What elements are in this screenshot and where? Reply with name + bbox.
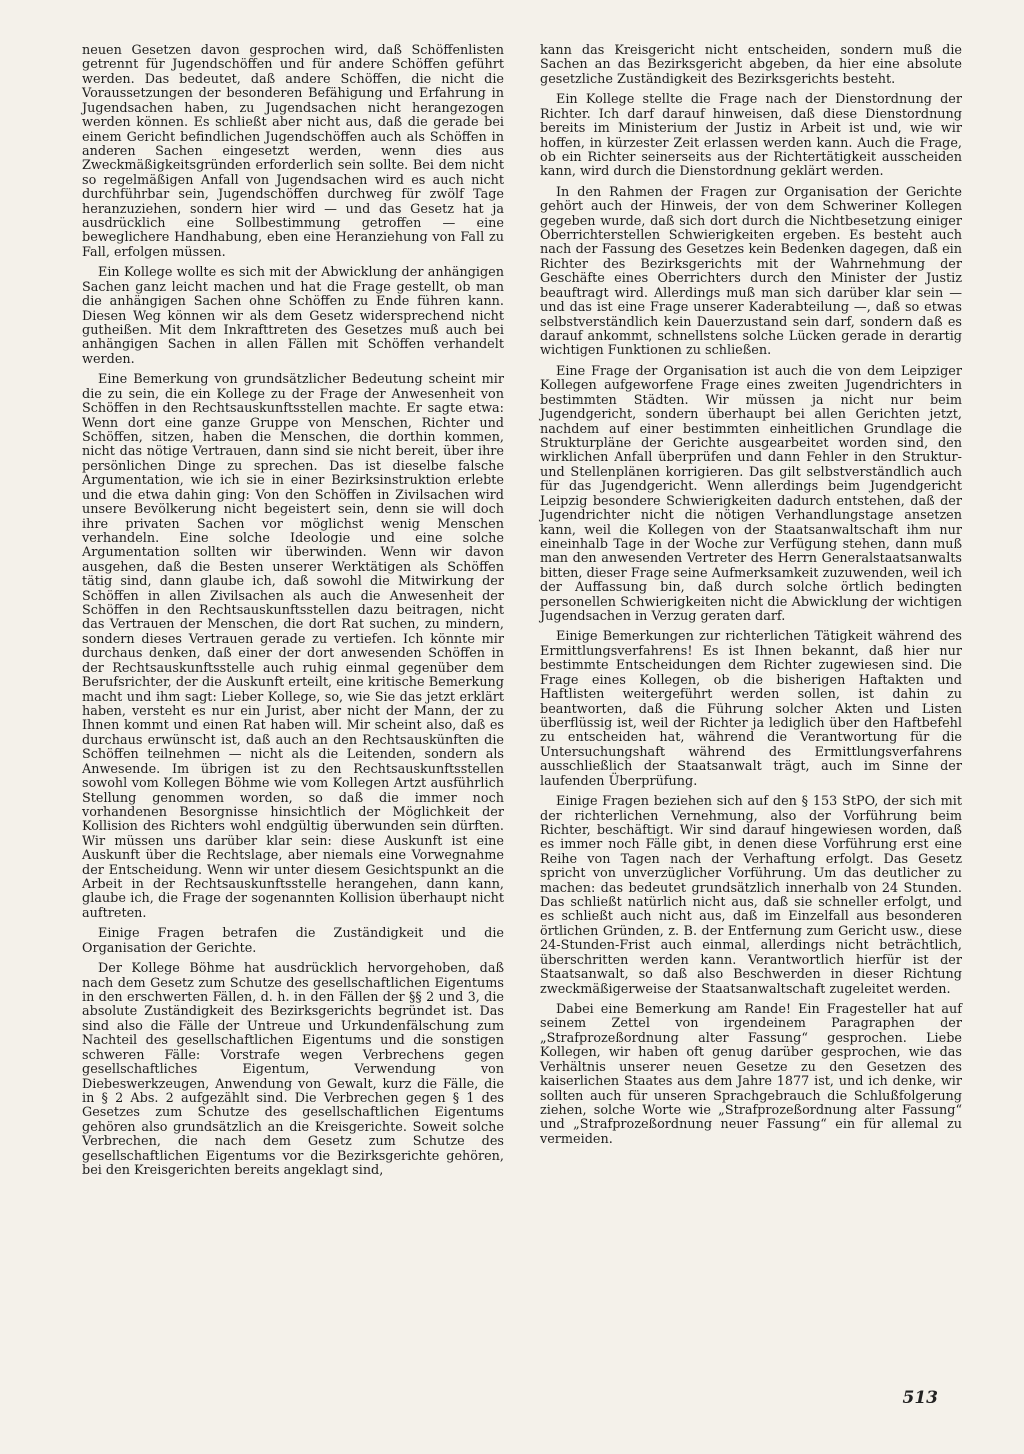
paragraph: Eine Bemerkung von grundsätzlicher Bedeutung scheint mir die zu sein, die ein Kollege zu der Frage der Anwesenheit von Schöffen in den Rechtsauskunftsstellen machte. Er sagte etwa: Wenn dort eine ganze Gruppe von Menschen, Richter und Schöffen, sitzen, haben die Menschen, die dorthin kommen, nicht das nötige Vertrauen, dann sind sie nicht bereit, über ihre persönlichen Dinge zu sprechen. Das ist dieselbe falsche Argumentation, wie ich sie in einer Bezirksinstruktion erlebte und die etwa dahin ging: Von den Schöffen in Zivilsachen wird unsere Bevölkerung nicht begeistert sein, denn sie will doch ihre privaten Sachen vor möglichst wenig Menschen verhandeln. Eine solche Ideologie und eine solche Argumentation sollten wir überwinden. Wenn wir davon ausgehen, daß die Besten unserer Werktätigen als Schöffen tätig sind, dann glaube ich, daß sowohl die Mitwirkung der Schöffen in allen Zivilsachen als auch die Anwesenheit der Schöffen in den Rechtsauskunftsstellen dazu beitragen, nicht das Vertrauen der Menschen, die dort Rat suchen, zu mindern, sondern dieses Vertrauen gerade zu vertiefen. Ich könnte mir durchaus denken, daß einer der dort anwesenden Schöffen in der Rechtsauskunftsstelle auch ruhig einmal gegenüber dem Berufsrichter, der die Auskunft erteilt, eine kritische Bemerkung macht und ihm sagt: Lieber Kollege, so, wie Sie das jetzt erklärt haben, versteht es nur ein Jurist, aber nicht der Mann, der zu Ihnen kommt und einen Rat haben will. Mir scheint also, daß es durchaus erwünscht ist, daß auch an den Rechtsauskünften die Schöffen teilnehmen — nicht als die Leitenden, sondern als Anwesende. Im übrigen ist zu den Rechtsauskunftsstellen sowohl vom Kollegen Böhme wie vom Kollegen Artzt ausführlich Stellung genommen worden, so daß die immer noch vorhandenen Besorgnisse hinsichtlich der Möglichkeit der Kollision des Richters wohl endgültig überwunden sein dürften. Wir müssen uns darüber klar sein: diese Auskunft ist eine Auskunft über die Rechtslage, aber niemals eine Vorwegnahme der Entscheidung. Wenn wir unter diesem Gesichtspunkt an die Arbeit in der Rechtsauskunftsstelle herangehen, dann kann, glaube ich, die Frage der sogenannten Kollision überhaupt nicht auftreten. xyxy=(82,372,504,921)
paragraph: In den Rahmen der Fragen zur Organisation der Gerichte gehört auch der Hinweis, der von dem Schweriner Kollegen gegeben wurde, daß sich dort durch die Nichtbesetzung einiger Oberrichterstellen Schwierigkeiten ergeben. Es besteht auch nach der Fassung des Gesetzes kein Bedenken dagegen, daß ein Richter des Bezirksgerichts mit der Wahrnehmung der Geschäfte eines Oberrichters durch den Minister der Justiz beauftragt wird. Allerdings muß man sich darüber klar sein — und das ist eine Frage unserer Kaderabteilung —, daß so etwas selbstverständlich kein Dauerzustand sein darf, sondern daß es darauf ankommt, schnellstens solche Lücken gerade in derartig wichtigen Funktionen zu schließen. xyxy=(540,184,962,359)
left-column xyxy=(82,44,504,1384)
paragraph: Einige Bemerkungen zur richterlichen Tätigkeit während des Ermittlungsverfahrens! Es ist Ihnen bekannt, daß hier nur bestimmte Entscheidungen dem Richter zugewiesen sind. Die Frage eines Kollegen, ob die bisherigen Haftakten und Haftlisten weitergeführt werden sollen, ist dahin zu beantworten, daß die Führung solcher Akten und Listen überflüssig ist, weil der Richter ja lediglich über den Haftbefehl zu entscheiden hat, während die Verantwortung für die Untersuchungshaft während des Ermittlungsverfahrens ausschließlich der Staatsanwalt trägt, auch im Sinne der laufenden Überprüfung. xyxy=(540,629,962,789)
paragraph: neuen Gesetzen davon gesprochen wird, daß Schöffenlisten getrennt für Jugendschöffen und für andere Schöffen geführt werden. Das bedeutet, daß andere Schöffen, die nicht die Voraussetzungen der besonderen Befähigung und Erfahrung in Jugendsachen haben, zu Jugendsachen nicht herangezogen werden können. Es schließt aber nicht aus, daß die gerade bei einem Gericht befindlichen Jugendschöffen auch als Schöffen in anderen Sachen eingesetzt werden, wenn dies aus Zweckmäßigkeitsgründen erforderlich sein sollte. Bei dem nicht so regelmäßigen Anfall von Jugendsachen wird es auch nicht durchführbar sein, Jugendschöffen durchweg für zwölf Tage heranzuziehen, sondern hier wird — und das Gesetz hat ja ausdrücklich eine Sollbestimmung getroffen — eine beweglichere Handhabung, eben eine Heranziehung von Fall zu Fall, erfolgen müssen. xyxy=(82,43,504,260)
paragraph: kann das Kreisgericht nicht entscheiden, sondern muß die Sachen an das Bezirksgericht abgeben, da hier eine absolute gesetzliche Zuständigkeit des Bezirksgerichts besteht. xyxy=(540,43,962,87)
page-number: 513 xyxy=(902,1388,938,1408)
paragraph: Eine Frage der Organisation ist auch die von dem Leipziger Kollegen aufgeworfene Frage eines zweiten Jugendrichters in bestimmten Städten. Wir müssen ja nicht nur beim Jugendgericht, sondern überhaupt bei allen Gerichten jetzt, nachdem auf einer bestimmten einheitlichen Grundlage die Strukturpläne der Gerichte ausgearbeitet worden sind, den wirklichen Anfall überprüfen und dann Fehler in den Struktur- und Stellenplänen korrigieren. Das gilt selbstverständlich auch für das Jugendgericht. Wenn allerdings beim Jugendgericht Leipzig besondere Schwierigkeiten dadurch entstehen, daß der Jugendrichter nicht die nötigen Verhandlungstage ansetzen kann, weil die Kollegen von der Staatsanwaltschaft ihm nur eineinhalb Tage in der Woche zur Verfügung stehen, dann muß man den anwesenden Vertreter des Herrn Generalstaatsanwalts bitten, dieser Frage seine Aufmerksamkeit zuzuwenden, weil ich der Auffassung bin, daß durch solche örtlich bedingten personellen Schwierigkeiten nicht die Abwicklung der wichtigen Jugendsachen in Verzug geraten darf. xyxy=(540,363,962,625)
paragraph: Ein Kollege stellte die Frage nach der Dienstordnung der Richter. Ich darf darauf hinweisen, daß diese Dienstordnung bereits im Ministerium der Justiz in Arbeit ist und, wie wir hoffen, in kürzester Zeit erlassen werden kann. Auch die Frage, ob ein Richter seinerseits aus der Richtertätigkeit ausscheiden kann, wird durch die Dienstordnung geklärt werden. xyxy=(540,92,962,180)
paragraph: Einige Fragen beziehen sich auf den § 153 StPO, der sich mit der richterlichen Vernehmung, also der Vorführung beim Richter, beschäftigt. Wir sind darauf hingewiesen worden, daß es immer noch Fälle gibt, in denen diese Vorführung erst eine Reihe von Tagen nach der Verhaftung erfolgt. Das Gesetz spricht von unverzüglicher Vorführung. Um das deutlicher zu machen: das bedeutet grundsätzlich innerhalb von 24 Stunden. Das schließt natürlich nicht aus, daß sie schneller erfolgt, und es schließt auch nicht aus, daß im Einzelfall aus besonderen örtlichen Gründen, z. B. der Entfernung zum Gericht usw., diese 24-Stunden-Frist auch einmal, allerdings nicht beträchtlich, überschritten werden kann. Verantwortlich hierfür ist der Staatsanwalt, so daß also Beschwerden in dieser Richtung zweckmäßigerweise der Staatsanwaltschaft zugeleitet werden. xyxy=(540,794,962,997)
document-page xyxy=(82,44,962,1384)
paragraph: Der Kollege Böhme hat ausdrücklich hervorgehoben, daß nach dem Gesetz zum Schutze des gesellschaftlichen Eigentums in den erschwerten Fällen, d. h. in den Fällen der §§ 2 und 3, die absolute Zuständigkeit des Bezirksgerichts begründet ist. Das sind also die Fälle der Untreue und Urkundenfälschung zum Nachteil des gesellschaftlichen Eigentums und die sonstigen schweren Fälle: Vorstrafe wegen Verbrechens gegen gesellschaftliches Eigentum, Verwendung von Diebeswerkzeugen, Anwendung von Gewalt, kurz die Fälle, die in § 2 Abs. 2 aufgezählt sind. Die Verbrechen gegen § 1 des Gesetzes zum Schutze des gesellschaftlichen Eigentums gehören also grundsätzlich an die Kreisgerichte. Soweit solche Verbrechen, die nach dem Gesetz zum Schutze des gesellschaftlichen Eigentums vor die Bezirksgerichte gehören, bei den Kreisgerichten bereits angeklagt sind, xyxy=(82,961,504,1179)
paragraph: Einige Fragen betrafen die Zuständigkeit und die Organisation der Gerichte. xyxy=(82,926,504,956)
right-column xyxy=(540,44,962,1384)
paragraph: Ein Kollege wollte es sich mit der Abwicklung der anhängigen Sachen ganz leicht machen und hat die Frage gestellt, ob man die anhängigen Sachen ohne Schöffen zu Ende führen kann. Diesen Weg können wir als dem Gesetz widersprechend nicht gutheißen. Mit dem Inkrafttreten des Gesetzes muß auch bei anhängigen Sachen in allen Fällen mit Schöffen verhandelt werden. xyxy=(82,265,504,367)
paragraph: Dabei eine Bemerkung am Rande! Ein Fragesteller hat auf seinem Zettel von irgendeinem Paragraphen der „Strafprozeßordnung alter Fassung“ gesprochen. Liebe Kollegen, wir haben oft genug darüber gesprochen, wie das Verhältnis unserer neuen Gesetze zu den Gesetzen des kaiserlichen Staates aus dem Jahre 1877 ist, und ich denke, wir sollten auch für unseren Sprachgebrauch die Schlußfolgerung ziehen, solche Worte wie „Strafprozeßordnung alter Fassung“ und „Strafprozeßordnung neuer Fassung“ ein für allemal zu vermeiden. xyxy=(540,1002,962,1147)
